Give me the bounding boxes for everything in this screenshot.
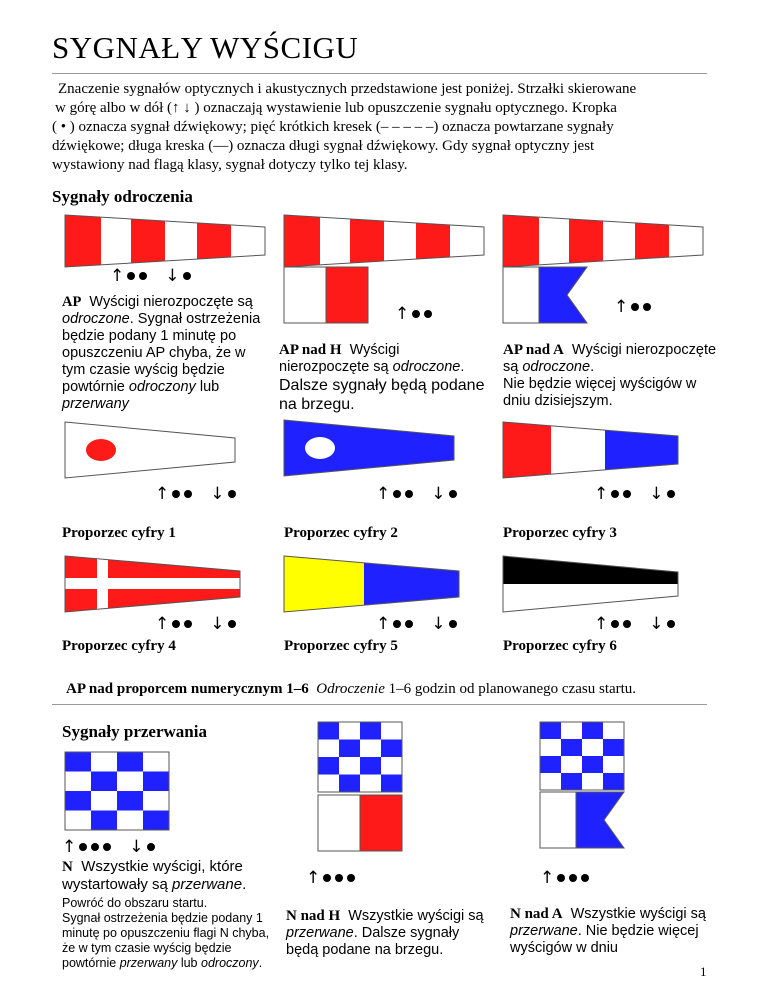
ap-a-caption: [503, 342, 718, 410]
n-h-caption: [286, 908, 486, 959]
intro-line: ( • ) oznacza sygnał dźwiękowy; pięć krótkich kresek (– – – – –) oznacza powtarzane sygnały: [52, 119, 614, 135]
caption-italic: przerwany: [119, 956, 178, 970]
signal-pennant-6: ↑ ↓: [594, 612, 693, 634]
numeric-pennant-caption: [66, 681, 636, 698]
checker-square: [91, 772, 117, 792]
checker-square: [91, 811, 117, 831]
signal-pennant-5: ↑ ↓: [376, 612, 475, 634]
caption-text: Wszystkie wyścigi są: [348, 908, 484, 924]
caption-text: lub: [177, 956, 201, 970]
signal-n-h: ↑: [306, 866, 373, 888]
ap-h-code: AP nad H: [279, 342, 342, 358]
ap-code: AP: [62, 294, 82, 310]
checker-square: [561, 773, 582, 790]
signal-n: ↑ ↓: [62, 835, 173, 857]
caption-italic: przerwane: [510, 923, 578, 939]
checker-square: [65, 791, 91, 811]
checker-square: [339, 740, 360, 758]
signal-pennant-4: ↑ ↓: [155, 612, 254, 634]
caption-text: Wyścigi nierozpoczęte są: [89, 294, 253, 310]
pennant-3-label: Proporzec cyfry 3: [503, 525, 617, 541]
postponement-heading: Sygnały odroczenia: [52, 187, 193, 206]
pennant-1-label: Proporzec cyfry 1: [62, 525, 176, 541]
caption-text: Dalsze sygnały będą podane na brzegu.: [279, 377, 485, 413]
caption-text: . Nie będzie więcej wyścigów w dniu: [510, 923, 699, 956]
ap-h-caption: [279, 342, 489, 414]
checker-square: [143, 772, 169, 792]
checker-square: [540, 756, 561, 773]
n-a-code: N nad A: [510, 906, 563, 922]
ap-pennant-flag: [503, 215, 708, 267]
caption-text: .: [258, 956, 263, 970]
pennant-2-flag: [284, 420, 459, 476]
pennant-4-label: Proporzec cyfry 4: [62, 638, 176, 654]
caption-text: 1–6 godzin od planowanego czasu startu.: [384, 681, 637, 697]
signal-pennant-2: ↑ ↓: [376, 482, 475, 504]
pennant-4-flag: [65, 556, 245, 612]
caption-text: . Sygnał ostrzeżenia będzie podany 1 minutę po opuszczeniu AP chyba, że w tym czasie wyścig będzie powtórnie: [62, 311, 261, 395]
checker-square: [318, 757, 339, 775]
signal-n-a: ↑: [540, 866, 607, 888]
n-a-caption: [510, 906, 715, 957]
numeric-code: AP nad proporcem numerycznym 1–6: [66, 681, 309, 697]
caption-text: .: [590, 359, 595, 375]
flag-n: [540, 722, 626, 792]
n-subcaption: [62, 896, 277, 971]
checker-square: [603, 773, 624, 790]
abandonment-heading: Sygnały przerwania: [62, 722, 207, 741]
intro-line: w górę albo w dół (↑ ↓ ) oznaczają wystawienie lub opuszczenie sygnału optycznego. Kropka: [55, 100, 617, 116]
pennant-2-label: Proporzec cyfry 2: [284, 525, 398, 541]
caption-text: Sygnał ostrzeżenia będzie podany 1 minutę po opuszczeniu flagi N chyba, że w tym czasie wyścig będzie powtórnie: [62, 911, 270, 970]
caption-italic: przerwane: [172, 876, 243, 893]
pennant-6-flag: [503, 556, 683, 612]
flag-a: [503, 267, 589, 325]
checker-square: [318, 722, 339, 740]
checker-square: [381, 740, 402, 758]
page-title: SYGNAŁY WYŚCIGU: [52, 30, 359, 65]
checker-square: [360, 757, 381, 775]
checker-square: [339, 775, 360, 793]
caption-text: Wszystkie wyścigi, które wystartowały są: [62, 858, 243, 893]
flag-n: [318, 722, 404, 794]
ap-caption: [62, 294, 262, 413]
caption-text: .: [460, 359, 465, 375]
caption-text: Wyścigi nierozpoczęte są: [279, 342, 400, 375]
caption-italic: odroczone: [392, 359, 461, 375]
caption-text: . Dalsze sygnały będą podane na brzegu.: [286, 925, 460, 958]
checker-square: [381, 775, 402, 793]
signal-ap-a-raise: ↑: [614, 295, 669, 317]
page-number: 1: [700, 964, 707, 979]
section-rule: [52, 704, 707, 705]
ap-a-code: AP nad A: [503, 342, 564, 358]
pennant-5-label: Proporzec cyfry 5: [284, 638, 398, 654]
pennant-1-flag: [65, 422, 240, 478]
signal-pennant-1: ↑ ↓: [155, 482, 254, 504]
flag-a: [540, 792, 626, 850]
intro-line: wystawiony nad flagą klasy, sygnał dotyczy tylko tej klasy.: [52, 157, 408, 173]
signal-ap-raise-lower: ↑ ↓: [110, 264, 209, 286]
ap-pennant-flag: [65, 215, 270, 267]
checker-square: [360, 722, 381, 740]
caption-text: .: [242, 876, 247, 893]
intro-line: dźwiękowe; długa kreska (—) oznacza długi sygnał dźwiękowy. Gdy sygnał optyczny jest: [52, 138, 595, 154]
signal-pennant-3: ↑ ↓: [594, 482, 693, 504]
flag-h: [284, 267, 370, 325]
checker-square: [603, 739, 624, 756]
caption-text: Wszystkie wyścigi są: [570, 906, 706, 922]
caption-text: lub: [195, 379, 220, 395]
caption-text: Nie będzie więcej wyścigów w dniu dzisiejszym.: [503, 376, 697, 409]
caption-italic: odroczony: [128, 379, 196, 395]
checker-square: [117, 791, 143, 811]
caption-text: Powróć do obszaru startu.: [62, 896, 208, 910]
pennant-3-flag: [503, 422, 683, 478]
caption-italic: Odroczenie: [316, 681, 385, 697]
intro-paragraph: [52, 80, 712, 175]
checker-square: [582, 756, 603, 773]
checker-square: [143, 811, 169, 831]
caption-text: Wyścigi nierozpoczęte są: [503, 342, 717, 375]
checker-square: [540, 722, 561, 739]
checker-square: [117, 752, 143, 772]
checker-square: [561, 739, 582, 756]
caption-italic: odroczony: [201, 956, 259, 970]
n-h-code: N nad H: [286, 908, 341, 924]
flag-h: [318, 795, 404, 853]
intro-line: Znaczenie sygnałów optycznych i akustycznych przedstawione jest poniżej. Strzałki skierowane: [58, 81, 637, 97]
caption-italic: odroczone: [62, 311, 130, 327]
n-caption: [62, 858, 282, 894]
n-code: N: [62, 859, 73, 875]
signal-ap-h-raise: ↑: [395, 302, 450, 324]
title-rule: [52, 73, 707, 74]
ap-pennant-flag: [284, 215, 489, 267]
caption-italic: odroczone: [522, 359, 591, 375]
checker-square: [65, 752, 91, 772]
flag-n: [65, 752, 171, 832]
pennant-5-flag: [284, 556, 464, 612]
caption-italic: przerwany: [62, 396, 129, 412]
pennant-6-label: Proporzec cyfry 6: [503, 638, 617, 654]
caption-italic: przerwane: [286, 925, 354, 941]
checker-square: [582, 722, 603, 739]
